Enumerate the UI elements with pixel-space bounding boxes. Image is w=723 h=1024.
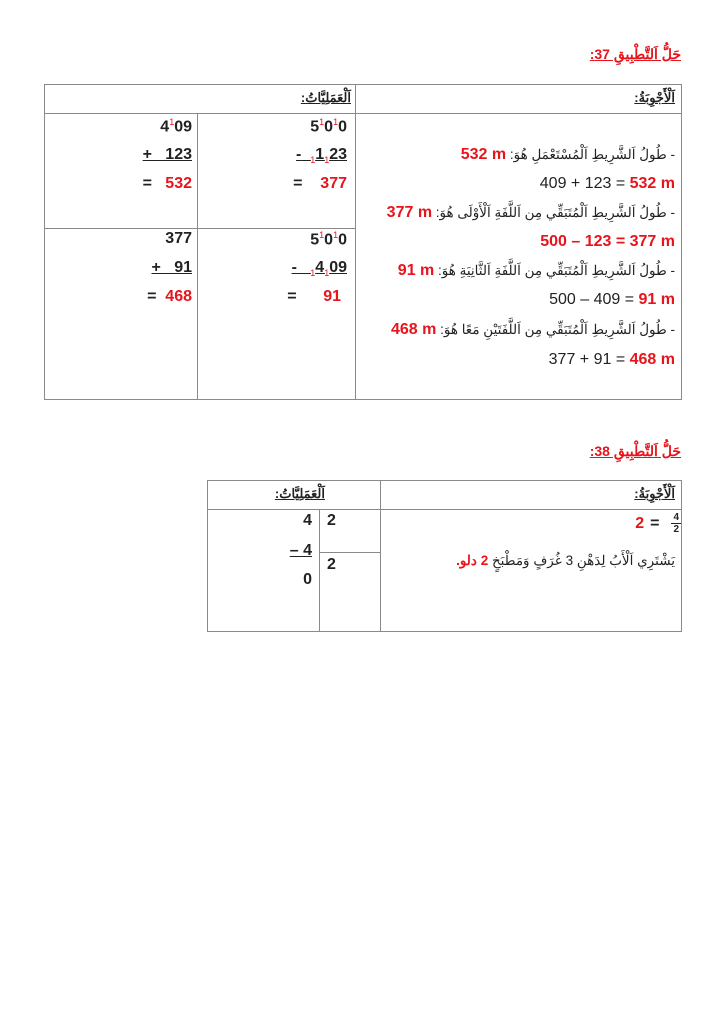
- quotient: 2: [327, 556, 336, 573]
- minuend: $5^10^10$: [310, 117, 347, 136]
- answer-text: - طُولُ اَلشَّرِيطِ اَلْمُتَبَقِّي مِن اَللَّفَةِ اَلثَّانِيَةِ هُوَ:: [434, 263, 675, 278]
- divisor: 2: [327, 512, 336, 529]
- equation-result: 468 m: [629, 351, 675, 368]
- divider: [44, 113, 682, 114]
- difference-line: = 91: [287, 288, 341, 305]
- divider: [207, 509, 682, 510]
- equation-expr: 500 – 409 =: [549, 291, 639, 308]
- divider: [380, 480, 381, 632]
- answer-value: 532 m: [460, 146, 507, 163]
- answer-text: - طُولُ اَلشَّرِيطِ اَلْمُسْتَعْمَلِ هُوَ:: [506, 147, 675, 162]
- addend-2: + 91: [151, 259, 192, 276]
- difference-result: 377: [320, 175, 347, 192]
- answer-text: - طُولُ اَلشَّرِيطِ اَلْمُتَبَقِّي مِن اَللَّفَةِ اَلْأَوْلَى هُوَ:: [432, 205, 675, 220]
- equation-result: 500 – 123 = 377 m: [540, 233, 675, 250]
- sum-line: = 468: [147, 288, 192, 305]
- divider: [355, 84, 356, 400]
- answer-equation: [540, 175, 675, 193]
- answer-line: [391, 321, 675, 339]
- dividend: 4: [303, 512, 312, 529]
- remainder: 0: [303, 571, 312, 588]
- answer-line: [461, 146, 675, 164]
- sum-result: 532: [165, 175, 192, 192]
- answer-value: 91 m: [397, 262, 435, 279]
- difference-result: 91: [323, 288, 341, 305]
- divider: [44, 228, 355, 229]
- answer-value: 468 m: [390, 321, 437, 338]
- addend-1: 377: [165, 230, 192, 247]
- operations-header: اَلْعَمَلِيَّاتُ:: [300, 90, 351, 105]
- equation-expr: 377 + 91 =: [548, 351, 630, 368]
- divider: [197, 113, 198, 400]
- addend-1: $4^109$: [160, 117, 192, 136]
- answer-equation: [540, 233, 675, 251]
- fraction-result: 2: [635, 514, 645, 532]
- exercise-38-title: حَلُّ اَلتَّطْبِيقِ 38:: [589, 443, 681, 459]
- answers-header: اَلْأَجْوِبَةُ:: [634, 90, 675, 105]
- sum-line: = 532: [142, 175, 192, 192]
- equals-sign: =: [650, 514, 660, 532]
- answer-equation: [549, 291, 675, 309]
- answer-equation: [549, 351, 675, 369]
- answer-sentence: يَشْتَرِي اَلْأَبُ لِدَهْنِ 3 غُرَفٍ وَمَطْبَخٍ 2 دلو.: [456, 553, 675, 568]
- addend-2: + 123: [142, 146, 192, 163]
- exercise-37-title: حَلُّ اَلتَّطْبِيقِ 37:: [589, 46, 681, 62]
- answer-text: - طُولُ اَلشَّرِيطِ اَلْمُتَبَقِّي مِن اَللَّفَتَيْنِ مَعًا هُوَ:: [436, 322, 675, 337]
- answer-value: 2 دلو.: [456, 553, 489, 568]
- divider: [319, 509, 320, 632]
- equation-result: 532 m: [629, 175, 675, 192]
- answer-value: 377 m: [386, 204, 433, 221]
- answer-line: [387, 204, 675, 222]
- divider: [319, 552, 380, 553]
- operations-header: اَلْعَمَلِيَّاتُ:: [274, 486, 325, 501]
- difference-line: = 377: [293, 175, 347, 192]
- subtracted: – 4: [289, 542, 312, 559]
- fraction: $\frac{4}{2}$: [673, 512, 679, 535]
- fraction-equation: [635, 512, 681, 535]
- equation-result: 91 m: [638, 291, 675, 308]
- answers-header: اَلْأَجْوِبَةُ:: [634, 486, 675, 501]
- minuend: $5^10^10$: [310, 230, 347, 249]
- answer-line: [398, 262, 675, 280]
- equation-expr: 409 + 123 =: [539, 175, 630, 192]
- subtrahend: - $_11_123$: [296, 146, 347, 166]
- subtrahend: - $_14_109$: [291, 259, 347, 279]
- sum-result: 468: [165, 288, 192, 305]
